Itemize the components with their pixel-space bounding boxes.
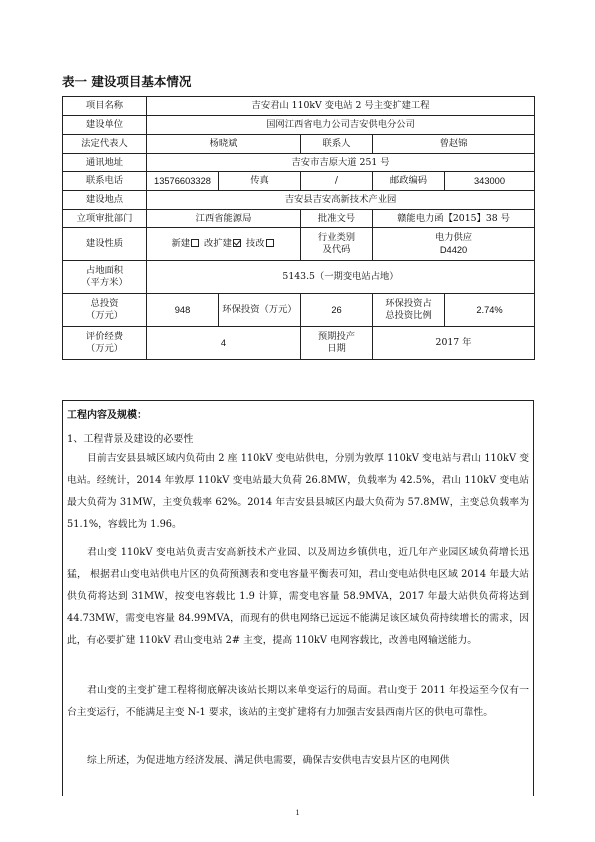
postcode-label: 邮政编码 bbox=[373, 172, 445, 191]
project-info-table bbox=[62, 96, 535, 360]
approval-no-label: 批准文号 bbox=[301, 210, 373, 228]
paragraph-2: 君山变 110kV 变电站负责吉安高新技术产业园、以及周边乡镇供电，近几年产业园区域负荷增长迅猛， 根据君山变电站供电片区的负荷预测表和变电容量平衡表可知，君山变电站供电区域 2014 年最大站供负荷将达到 31MW，按变电容载比 1.9 计算，需变电容量 58.9MVA，2017 年最大站供负荷将达到 44.73MW，需变电容量 84.99MVA，而现有的供电网络已远远不能满足该区域负荷持续增长的需求，因此，有必要扩建 110kV 君山变电站 2# 主变，提高 110kV 电网容载比，改善电网输送能力。 bbox=[67, 547, 529, 646]
production-date-label-line2: 日期 bbox=[327, 343, 346, 354]
unit-value: 国网江西省电力公司吉安供电分公司 bbox=[147, 116, 535, 135]
unit-label: 建设单位 bbox=[63, 116, 147, 135]
eval-fee-value: 4 bbox=[147, 327, 301, 360]
location-value: 吉安县吉安高新技术产业园 bbox=[147, 191, 535, 210]
industry-label bbox=[301, 228, 373, 261]
total-investment-label-line1: 总投资 bbox=[90, 298, 119, 309]
industry-label-line2: 及代码 bbox=[322, 244, 351, 255]
legal-rep-label: 法定代表人 bbox=[63, 135, 147, 154]
nature-new-checkbox[interactable] bbox=[191, 239, 199, 247]
eval-fee-label bbox=[63, 327, 147, 360]
env-investment-value: 26 bbox=[301, 294, 373, 327]
phone-label: 联系电话 bbox=[63, 172, 147, 191]
nature-expand-label: 改扩建 bbox=[204, 238, 232, 249]
area-label-line2: （平方米） bbox=[81, 277, 128, 288]
env-ratio-label-line2: 总投资比例 bbox=[385, 310, 432, 321]
work-heading: 工程内容及规模： bbox=[67, 410, 147, 421]
location-label: 建设地点 bbox=[63, 191, 147, 210]
industry-value-line2: D4420 bbox=[439, 245, 468, 255]
approval-dept-label: 立项审批部门 bbox=[63, 210, 147, 228]
total-investment-value: 948 bbox=[147, 294, 219, 327]
paragraph-4: 综上所述，为促进地方经济发展、满足供电需要，确保吉安供电吉安县片区的电网供 bbox=[87, 755, 450, 766]
contact-value: 曾赵锦 bbox=[373, 135, 535, 154]
nature-options bbox=[147, 228, 301, 261]
env-ratio-label-line1: 环保投资占 bbox=[385, 298, 432, 309]
paragraph-3: 君山变的主变扩建工程将彻底解决该站长期以来单变运行的局面。君山变于 2011 年投运至今仅有一台主变运行，不能满足主变 N-1 要求，该站的主变扩建将有力加强吉安县西南片区的供电可靠性。 bbox=[67, 685, 529, 718]
address-value: 吉安市吉原大道 251 号 bbox=[147, 154, 535, 172]
nature-new-label: 新建 bbox=[171, 238, 191, 249]
area-value: 5143.5（一期变电站占地） bbox=[147, 261, 535, 294]
total-investment-label-line2: （万元） bbox=[85, 310, 124, 321]
page-number: 1 bbox=[295, 808, 300, 817]
work-subheading: 1、工程背景及建设的必要性 bbox=[67, 434, 194, 445]
nature-tech-checkbox[interactable] bbox=[266, 239, 274, 247]
industry-value bbox=[373, 228, 535, 261]
industry-label-line1: 行业类别 bbox=[317, 232, 356, 243]
contact-label: 联系人 bbox=[301, 135, 373, 154]
project-name-value: 吉安君山 110kV 变电站 2 号主变扩建工程 bbox=[147, 97, 535, 116]
nature-label: 建设性质 bbox=[63, 228, 147, 261]
phone-value: 13576603328 bbox=[147, 172, 219, 191]
nature-expand-checkbox[interactable] bbox=[233, 239, 241, 247]
project-name-label: 项目名称 bbox=[63, 97, 147, 116]
eval-fee-label-line2: （万元） bbox=[85, 343, 124, 354]
postcode-value: 343000 bbox=[445, 172, 535, 191]
legal-rep-value: 杨晓斌 bbox=[147, 135, 301, 154]
work-content-section bbox=[62, 400, 534, 796]
area-label bbox=[63, 261, 147, 294]
env-ratio-value: 2.74% bbox=[445, 294, 535, 327]
production-date-value: 2017 年 bbox=[373, 327, 535, 360]
production-date-label-line1: 预期投产 bbox=[317, 331, 356, 342]
env-investment-label: 环保投资（万元） bbox=[219, 294, 301, 327]
fax-label: 传真 bbox=[219, 172, 301, 191]
paragraph-1: 目前吉安县县城区域内负荷由 2 座 110kV 变电站供电，分别为敦厚 110kV 变电站与君山 110kV 变电站。经统计，2014 年敦厚 110kV 变电站最大负荷 26.8MW，负载率为 42.5%，君山 110kV 变电站最大负荷为 31MW，主变负载率 62%。2014 年吉安县县城区内最大负荷为 57.8MW，主变总负载率为 51.1%，容载比为 1.96。 bbox=[67, 453, 529, 530]
eval-fee-label-line1: 评价经费 bbox=[85, 331, 124, 342]
total-investment-label bbox=[63, 294, 147, 327]
production-date-label bbox=[301, 327, 373, 360]
nature-tech-label: 技改 bbox=[245, 238, 265, 249]
env-ratio-label bbox=[373, 294, 445, 327]
address-label: 通讯地址 bbox=[63, 154, 147, 172]
fax-value: / bbox=[301, 172, 373, 191]
approval-dept-value: 江西省能源局 bbox=[147, 210, 301, 228]
page-title: 表一 建设项目基本情况 bbox=[62, 74, 192, 89]
industry-value-line1: 电力供应 bbox=[434, 232, 473, 243]
approval-no-value: 赣能电力函【2015】38 号 bbox=[373, 210, 535, 228]
area-label-line1: 占地面积 bbox=[85, 265, 124, 276]
